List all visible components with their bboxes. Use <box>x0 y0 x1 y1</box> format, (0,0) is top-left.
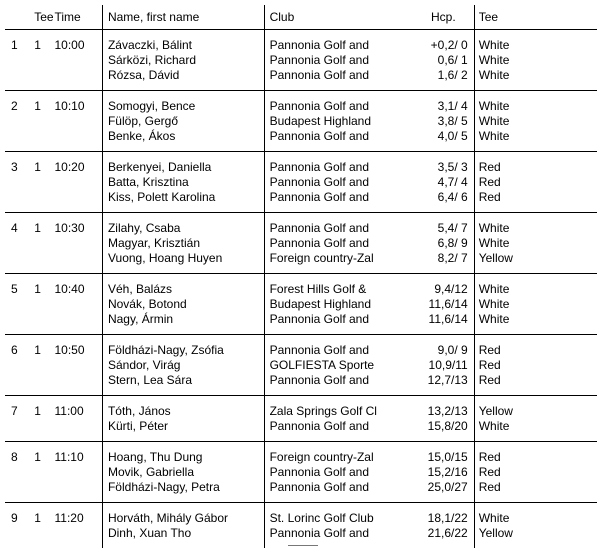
player-tee-color-cell <box>474 91 597 152</box>
player-tee-color-cell <box>474 442 597 503</box>
player-club: Pannonia Golf and <box>269 526 370 540</box>
player-name: Dinh, Xuan Tho <box>107 526 192 540</box>
player-name: Stern, Lea Sára <box>107 373 193 387</box>
player-club: Zala Springs Golf Cl <box>269 404 377 418</box>
group-tee: 1 <box>34 343 41 357</box>
player-name: Somogyi, Bence <box>107 99 196 113</box>
player-tee-color: White <box>478 297 510 311</box>
player-hcp: 6,8/ 9 <box>437 236 468 250</box>
player-hcp-cell <box>392 152 474 213</box>
player-hcp: 9,0/ 9 <box>437 343 468 357</box>
player-name: Kiss, Polett Karolina <box>107 190 216 204</box>
player-name: Novák, Botond <box>107 297 187 311</box>
group-time: 10:20 <box>54 160 85 174</box>
player-tee-color: Red <box>478 358 501 372</box>
player-name-cell <box>102 442 264 503</box>
player-club: Foreign country-Zal <box>269 251 374 265</box>
player-hcp-cell <box>392 274 474 335</box>
player-club: Pannonia Golf and <box>269 373 370 387</box>
player-club: Pannonia Golf and <box>269 480 370 494</box>
group-number: 1 <box>11 38 18 52</box>
player-tee-color: Yellow <box>478 526 513 540</box>
player-hcp: 15,0/15 <box>427 450 468 464</box>
player-name: Berkenyei, Daniella <box>107 160 212 174</box>
player-club: Foreign country-Zal <box>269 450 374 464</box>
player-tee-color: White <box>478 99 510 113</box>
player-club-cell <box>264 396 392 442</box>
player-tee-color-cell <box>474 396 597 442</box>
player-club: Budapest Highland <box>269 297 372 311</box>
group-time: 10:50 <box>54 343 85 357</box>
player-hcp: 1,6/ 2 <box>437 68 468 82</box>
player-tee-color-cell <box>474 213 597 274</box>
player-tee-color: White <box>478 221 510 235</box>
player-tee-color: White <box>478 419 510 433</box>
footer-mark <box>288 545 318 549</box>
player-name: Fülöp, Gergő <box>107 114 179 128</box>
header-tee: Tee <box>34 10 54 24</box>
player-club: Budapest Highland <box>269 114 372 128</box>
player-club: Pannonia Golf and <box>269 99 370 113</box>
player-club: Pannonia Golf and <box>269 312 370 326</box>
player-hcp: 15,2/16 <box>427 465 468 479</box>
group-time: 11:20 <box>54 511 84 525</box>
player-hcp: 18,1/22 <box>427 511 468 525</box>
group-tee: 1 <box>34 404 41 418</box>
player-hcp: +0,2/ 0 <box>430 38 468 52</box>
player-hcp: 11,6/14 <box>428 297 468 311</box>
group-tee: 1 <box>34 450 41 464</box>
table-row <box>5 213 597 274</box>
group-number: 7 <box>11 404 18 418</box>
player-club: Pannonia Golf and <box>269 38 370 52</box>
player-name-cell <box>102 30 264 91</box>
player-club-cell <box>264 30 392 91</box>
player-hcp-cell <box>392 396 474 442</box>
player-hcp: 4,0/ 5 <box>437 129 468 143</box>
player-club: St. Lorinc Golf Club <box>269 511 374 525</box>
player-name: Zilahy, Csaba <box>107 221 181 235</box>
player-tee-color-cell <box>474 335 597 396</box>
player-name: Kürti, Péter <box>107 419 168 433</box>
header-hcp: Hcp. <box>431 10 456 24</box>
player-hcp: 3,1/ 4 <box>437 99 468 113</box>
player-tee-color: Red <box>478 480 501 494</box>
player-tee-color: Yellow <box>478 251 513 265</box>
player-tee-color: Red <box>478 343 501 357</box>
player-club: Forest Hills Golf & <box>269 282 367 296</box>
group-number: 5 <box>11 282 18 296</box>
group-time: 10:30 <box>54 221 85 235</box>
player-tee-color: Red <box>478 373 501 387</box>
player-name-cell <box>102 274 264 335</box>
player-name: Rózsa, Dávid <box>107 68 180 82</box>
player-hcp: 3,8/ 5 <box>437 114 468 128</box>
player-tee-color: Red <box>478 450 501 464</box>
player-tee-color: White <box>478 53 510 67</box>
player-club-cell <box>264 503 392 549</box>
player-hcp: 4,7/ 4 <box>437 175 468 189</box>
player-club: Pannonia Golf and <box>269 68 370 82</box>
group-tee: 1 <box>34 221 41 235</box>
player-tee-color: White <box>478 236 510 250</box>
group-number: 9 <box>11 511 18 525</box>
group-number: 2 <box>11 99 18 113</box>
group-time: 10:10 <box>54 99 85 113</box>
player-tee-color: Red <box>478 175 501 189</box>
group-number: 8 <box>11 450 18 464</box>
player-tee-color: White <box>478 312 510 326</box>
player-name: Véh, Balázs <box>107 282 173 296</box>
player-hcp-cell <box>392 213 474 274</box>
groups-body <box>5 30 597 549</box>
player-hcp: 12,7/13 <box>427 373 468 387</box>
table-row <box>5 503 597 549</box>
table-row <box>5 396 597 442</box>
player-hcp-cell <box>392 503 474 549</box>
player-name: Závaczki, Bálint <box>107 38 192 52</box>
group-number: 4 <box>11 221 18 235</box>
player-name-cell <box>102 91 264 152</box>
player-tee-color: Yellow <box>478 404 513 418</box>
header-name: Name, first name <box>102 5 264 30</box>
player-hcp: 3,5/ 3 <box>437 160 468 174</box>
player-tee-color: Red <box>478 465 501 479</box>
player-club: Pannonia Golf and <box>269 221 370 235</box>
player-name: Vuong, Hoang Huyen <box>107 251 223 265</box>
table-row <box>5 91 597 152</box>
player-name: Sándor, Virág <box>107 358 181 372</box>
player-club: Pannonia Golf and <box>269 160 370 174</box>
player-hcp: 11,6/14 <box>428 312 468 326</box>
group-time: 10:40 <box>54 282 85 296</box>
player-club: Pannonia Golf and <box>269 190 370 204</box>
player-tee-color-cell <box>474 274 597 335</box>
player-club-cell <box>264 152 392 213</box>
player-name: Földházi-Nagy, Zsófia <box>107 343 224 357</box>
player-hcp: 8,2/ 7 <box>437 251 468 265</box>
player-hcp: 25,0/27 <box>427 480 468 494</box>
table-header-row <box>5 5 597 30</box>
player-club: Pannonia Golf and <box>269 343 370 357</box>
table-row <box>5 335 597 396</box>
player-tee-color: White <box>478 68 510 82</box>
player-name-cell <box>102 396 264 442</box>
player-tee-color: White <box>478 511 510 525</box>
table-row <box>5 442 597 503</box>
group-tee: 1 <box>34 282 41 296</box>
player-tee-color: White <box>478 38 510 52</box>
group-tee: 1 <box>34 99 41 113</box>
player-hcp: 5,4/ 7 <box>437 221 468 235</box>
header-group <box>5 5 30 30</box>
player-hcp-cell <box>392 442 474 503</box>
player-tee-color: Red <box>478 190 501 204</box>
player-name-cell <box>102 213 264 274</box>
start-list-table <box>5 5 597 548</box>
group-number: 3 <box>11 160 18 174</box>
group-time: 11:10 <box>54 450 84 464</box>
player-club: Pannonia Golf and <box>269 175 370 189</box>
player-hcp: 10,9/11 <box>428 358 468 372</box>
table-row <box>5 30 597 91</box>
player-name: Batta, Krisztina <box>107 175 189 189</box>
player-tee-color: White <box>478 282 510 296</box>
player-hcp-cell <box>392 30 474 91</box>
player-club: Pannonia Golf and <box>269 53 370 67</box>
player-name: Hoang, Thu Dung <box>107 450 203 464</box>
player-club: Pannonia Golf and <box>269 419 370 433</box>
group-time: 11:00 <box>54 404 84 418</box>
player-club: Pannonia Golf and <box>269 465 370 479</box>
player-hcp-cell <box>392 91 474 152</box>
group-tee: 1 <box>34 160 41 174</box>
player-club-cell <box>264 213 392 274</box>
tee-time-sheet <box>5 5 597 548</box>
header-club: Club <box>264 5 392 30</box>
player-name: Magyar, Krisztián <box>107 236 201 250</box>
player-name: Benke, Ákos <box>107 129 176 143</box>
player-name-cell <box>102 503 264 549</box>
player-club: Pannonia Golf and <box>269 236 370 250</box>
player-name: Movik, Gabriella <box>107 465 194 479</box>
player-hcp: 15,8/20 <box>427 419 468 433</box>
table-row <box>5 152 597 213</box>
player-club-cell <box>264 442 392 503</box>
player-name: Sárközi, Richard <box>107 53 196 67</box>
player-name: Földházi-Nagy, Petra <box>107 480 220 494</box>
player-tee-color: White <box>478 114 510 128</box>
player-hcp: 0,6/ 1 <box>437 53 468 67</box>
player-name-cell <box>102 152 264 213</box>
player-club-cell <box>264 335 392 396</box>
player-club-cell <box>264 91 392 152</box>
player-name: Tóth, János <box>107 404 171 418</box>
table-row <box>5 274 597 335</box>
player-club: GOLFIESTA Sporte <box>269 358 375 372</box>
player-hcp: 6,4/ 6 <box>437 190 468 204</box>
player-hcp: 21,6/22 <box>427 526 468 540</box>
group-tee: 1 <box>34 511 41 525</box>
player-tee-color: White <box>478 129 510 143</box>
header-time: Time <box>54 10 81 24</box>
player-name-cell <box>102 335 264 396</box>
player-club-cell <box>264 274 392 335</box>
player-name: Nagy, Ármin <box>107 312 174 326</box>
player-tee-color: Red <box>478 160 501 174</box>
player-tee-color-cell <box>474 503 597 549</box>
header-tee-color: Tee <box>474 5 597 30</box>
group-number: 6 <box>11 343 18 357</box>
player-hcp: 13,2/13 <box>427 404 468 418</box>
player-hcp-cell <box>392 335 474 396</box>
group-time: 10:00 <box>54 38 85 52</box>
player-club: Pannonia Golf and <box>269 129 370 143</box>
player-tee-color-cell <box>474 30 597 91</box>
player-name: Horváth, Mihály Gábor <box>107 511 229 525</box>
group-tee: 1 <box>34 38 41 52</box>
page-footer <box>5 545 600 550</box>
player-tee-color-cell <box>474 152 597 213</box>
player-hcp: 9,4/12 <box>434 282 468 296</box>
